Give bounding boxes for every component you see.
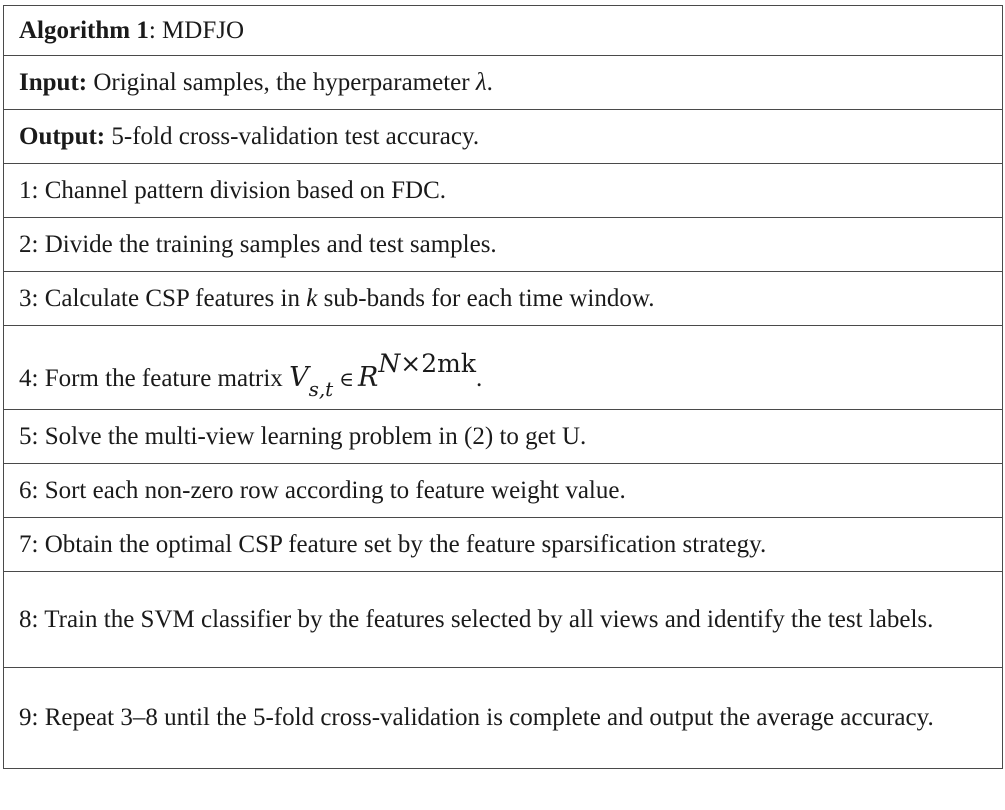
input-text: Original samples, the hyperparameter xyxy=(87,69,476,96)
step-5: 5: Solve the multi-view learning problem in (2) to get U. xyxy=(4,410,1003,464)
step-7: 7: Obtain the optimal CSP feature set by the feature sparsification strategy. xyxy=(4,518,1003,572)
superscript-rest: ×2mk xyxy=(400,349,476,378)
step-2: 2: Divide the training samples and test samples. xyxy=(4,218,1003,272)
step-6: 6: Sort each non-zero row according to feature weight value. xyxy=(4,464,1003,518)
step-3-before: 3: Calculate CSP features in xyxy=(19,285,307,312)
step-4-line xyxy=(19,349,483,401)
step-row-3 xyxy=(4,272,1003,326)
matrix-subscript: s,t xyxy=(308,377,334,401)
step-row-7 xyxy=(4,518,1003,572)
matrix-superscript xyxy=(378,349,476,378)
step-row-6 xyxy=(4,464,1003,518)
input-row xyxy=(4,56,1003,110)
output-row xyxy=(4,110,1003,164)
input-end: . xyxy=(486,69,493,96)
element-of-symbol: ∈ xyxy=(339,367,355,391)
input-label: Input: xyxy=(19,69,88,96)
step-8: 8: Train the SVM classifier by the features selected by all views and identify the test labels. xyxy=(4,572,1003,668)
matrix-V: V xyxy=(289,362,309,393)
algorithm-table xyxy=(3,5,1003,769)
step-4-end: . xyxy=(475,365,483,392)
step-3-after: sub-bands for each time window. xyxy=(317,285,655,312)
output-label: Output: xyxy=(19,123,106,150)
k-variable: k xyxy=(306,285,318,312)
algorithm-title xyxy=(4,6,1003,56)
step-9: 9: Repeat 3–8 until the 5-fold cross-validation is complete and output the average accuracy. xyxy=(4,668,1003,769)
step-row-4 xyxy=(4,326,1003,410)
algorithm-label: Algorithm 1 xyxy=(19,17,149,44)
superscript-N: N xyxy=(378,349,401,378)
step-row-2 xyxy=(4,218,1003,272)
input-cell xyxy=(4,56,1003,110)
step-4-before: 4: Form the feature matrix xyxy=(19,365,290,392)
output-text: 5-fold cross-validation test accuracy. xyxy=(105,123,480,150)
step-3 xyxy=(4,272,1003,326)
step-row-5 xyxy=(4,410,1003,464)
step-row-1 xyxy=(4,164,1003,218)
step-row-9 xyxy=(4,668,1003,769)
algorithm-name: : MDFJO xyxy=(148,17,245,44)
step-1: 1: Channel pattern division based on FDC. xyxy=(4,164,1003,218)
lambda-symbol: λ xyxy=(475,69,487,96)
algorithm-title-row xyxy=(4,6,1003,56)
step-4 xyxy=(4,326,1003,410)
real-space-R: R xyxy=(358,362,379,393)
step-row-8 xyxy=(4,572,1003,668)
output-cell xyxy=(4,110,1003,164)
